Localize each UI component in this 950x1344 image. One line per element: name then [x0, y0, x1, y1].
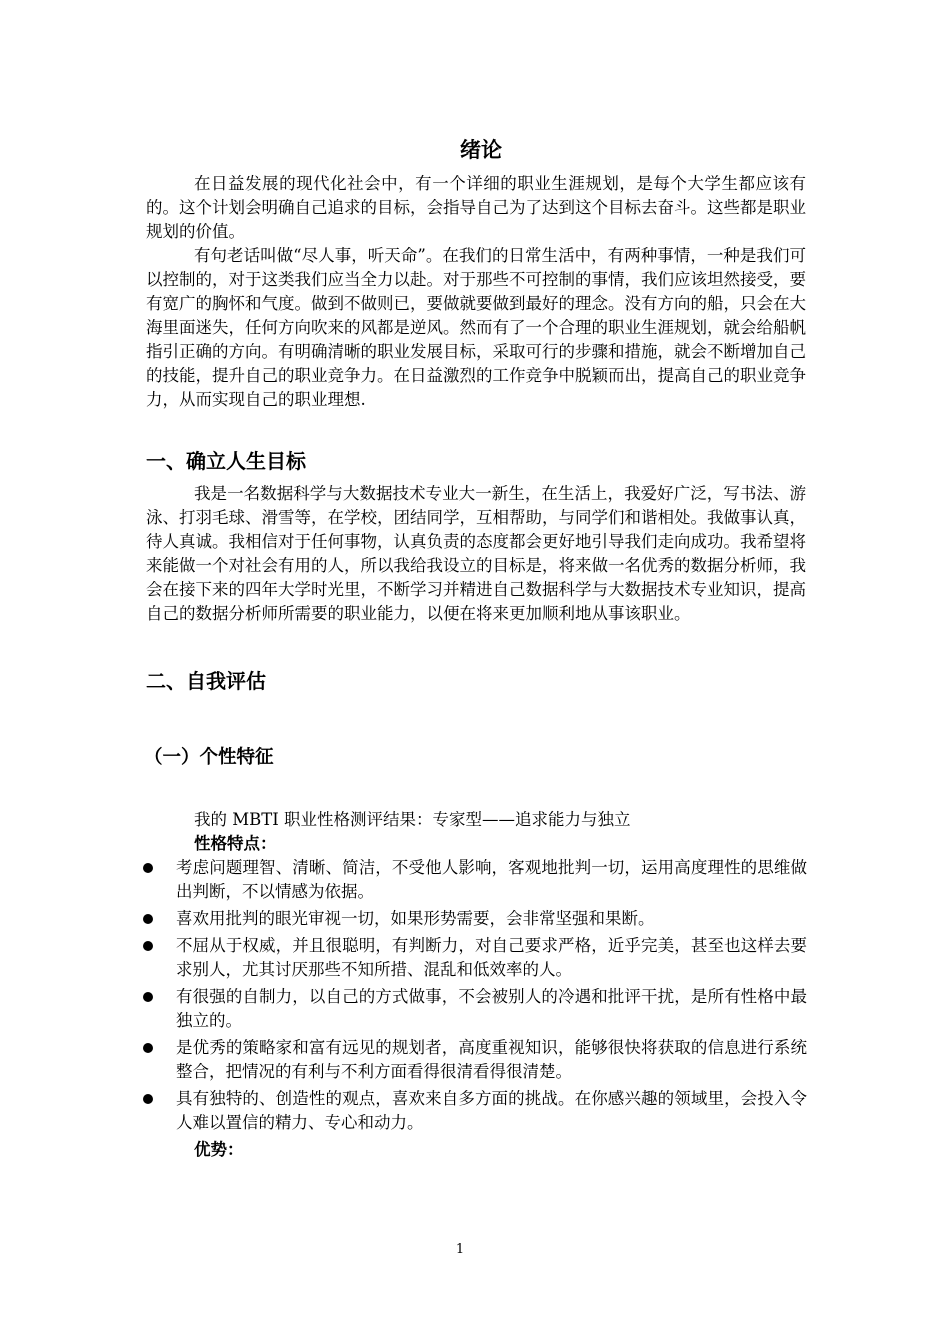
bullet-icon: [143, 992, 153, 1002]
spacer: [146, 696, 806, 744]
traits-list: [143, 856, 807, 1135]
spacer: [146, 772, 806, 808]
mbti-result-line: 我的 MBTI 职业性格测评结果：专家型——追求能力与独立: [194, 810, 631, 829]
traits-label: 性格特点：: [194, 834, 277, 853]
bullet-icon: [143, 1094, 153, 1104]
section-heading-life-goal: 一、确立人生目标: [146, 449, 306, 473]
list-item: [143, 856, 807, 904]
list-item: [143, 1036, 807, 1084]
spacer: [146, 626, 806, 666]
intro-paragraph-2: 有句老话叫做“尽人事，听天命”。在我们的日常生活中，有两种事情，一种是我们可以控制的，对于这类我们应当全力以赴。对于那些不可控制的事情，我们应该坦然接受，要有宽广的胸怀和气度。做到不做则已，要做就要做到最好的理念。没有方向的船，只会在大海里面迷失，任何方向吹来的风都是逆风。然而有了一个合理的职业生涯规划，就会给船帆指引正确的方向。有明确清晰的职业发展目标，采取可行的步骤和措施，就会不断增加自己的技能，提升自己的职业竞争力。在日益激烈的工作竞争中脱颖而出，提高自己的职业竞争力，从而实现自己的职业理想.: [146, 246, 806, 409]
trait-text: 是优秀的策略家和富有远见的规划者，高度重视知识，能够很快将获取的信息进行系统整合，把情况的有利与不利方面看得很清看得很清楚。: [176, 1038, 807, 1081]
bullet-icon: [143, 941, 153, 951]
bullet-icon: [143, 1043, 153, 1053]
trait-text: 具有独特的、创造性的观点，喜欢来自多方面的挑战。在你感兴趣的领域里，会投入令人难以置信的精力、专心和动力。: [176, 1089, 807, 1132]
intro-paragraph-1: 在日益发展的现代化社会中，有一个详细的职业生涯规划，是每个大学生都应该有的。这个计划会明确自己追求的目标，会指导自己为了达到这个目标去奋斗。这些都是职业规划的价值。: [146, 174, 806, 241]
page-number: 1: [455, 1242, 465, 1257]
list-item: [143, 1087, 807, 1135]
list-item: [143, 985, 807, 1033]
section1-paragraph: 我是一名数据科学与大数据技术专业大一新生，在生活上，我爱好广泛，写书法、游泳、打羽毛球、滑雪等，在学校，团结同学，互相帮助，与同学们和谐相处。我做事认真，待人真诚。我相信对于任何事物，认真负责的态度都会更好地引导我们走向成功。我希望将来能做一个对社会有用的人，所以我给我设立的目标是，将来做一名优秀的数据分析师，我会在接下来的四年大学时光里，不断学习并精进自己数据科学与大数据技术专业知识，提高自己的数据分析师所需要的职业能力，以便在将来更加顺利地从事该职业。: [146, 484, 806, 623]
trait-text: 喜欢用批判的眼光审视一切，如果形势需要，会非常坚强和果断。: [176, 909, 655, 928]
advantages-label: 优势：: [194, 1140, 244, 1159]
list-item: [143, 907, 807, 931]
bullet-icon: [143, 863, 153, 873]
document-title: 绪论: [460, 138, 502, 162]
list-item: [143, 934, 807, 982]
trait-text: 考虑问题理智、清晰、简洁，不受他人影响，客观地批判一切，运用高度理性的思维做出判断，不以情感为依据。: [176, 858, 807, 901]
subsection-heading-personality: （一）个性特征: [144, 747, 274, 768]
trait-text: 不屈从于权威，并且很聪明，有判断力，对自己要求严格，近乎完美，甚至也这样去要求别人，尤其讨厌那些不知所措、混乱和低效率的人。: [176, 936, 807, 979]
section-heading-self-assessment: 二、自我评估: [146, 669, 266, 693]
document-content: [146, 134, 806, 1162]
bullet-icon: [143, 914, 153, 924]
spacer: [146, 412, 806, 446]
trait-text: 有很强的自制力，以自己的方式做事，不会被别人的冷遇和批评干扰，是所有性格中最独立的。: [176, 987, 807, 1030]
